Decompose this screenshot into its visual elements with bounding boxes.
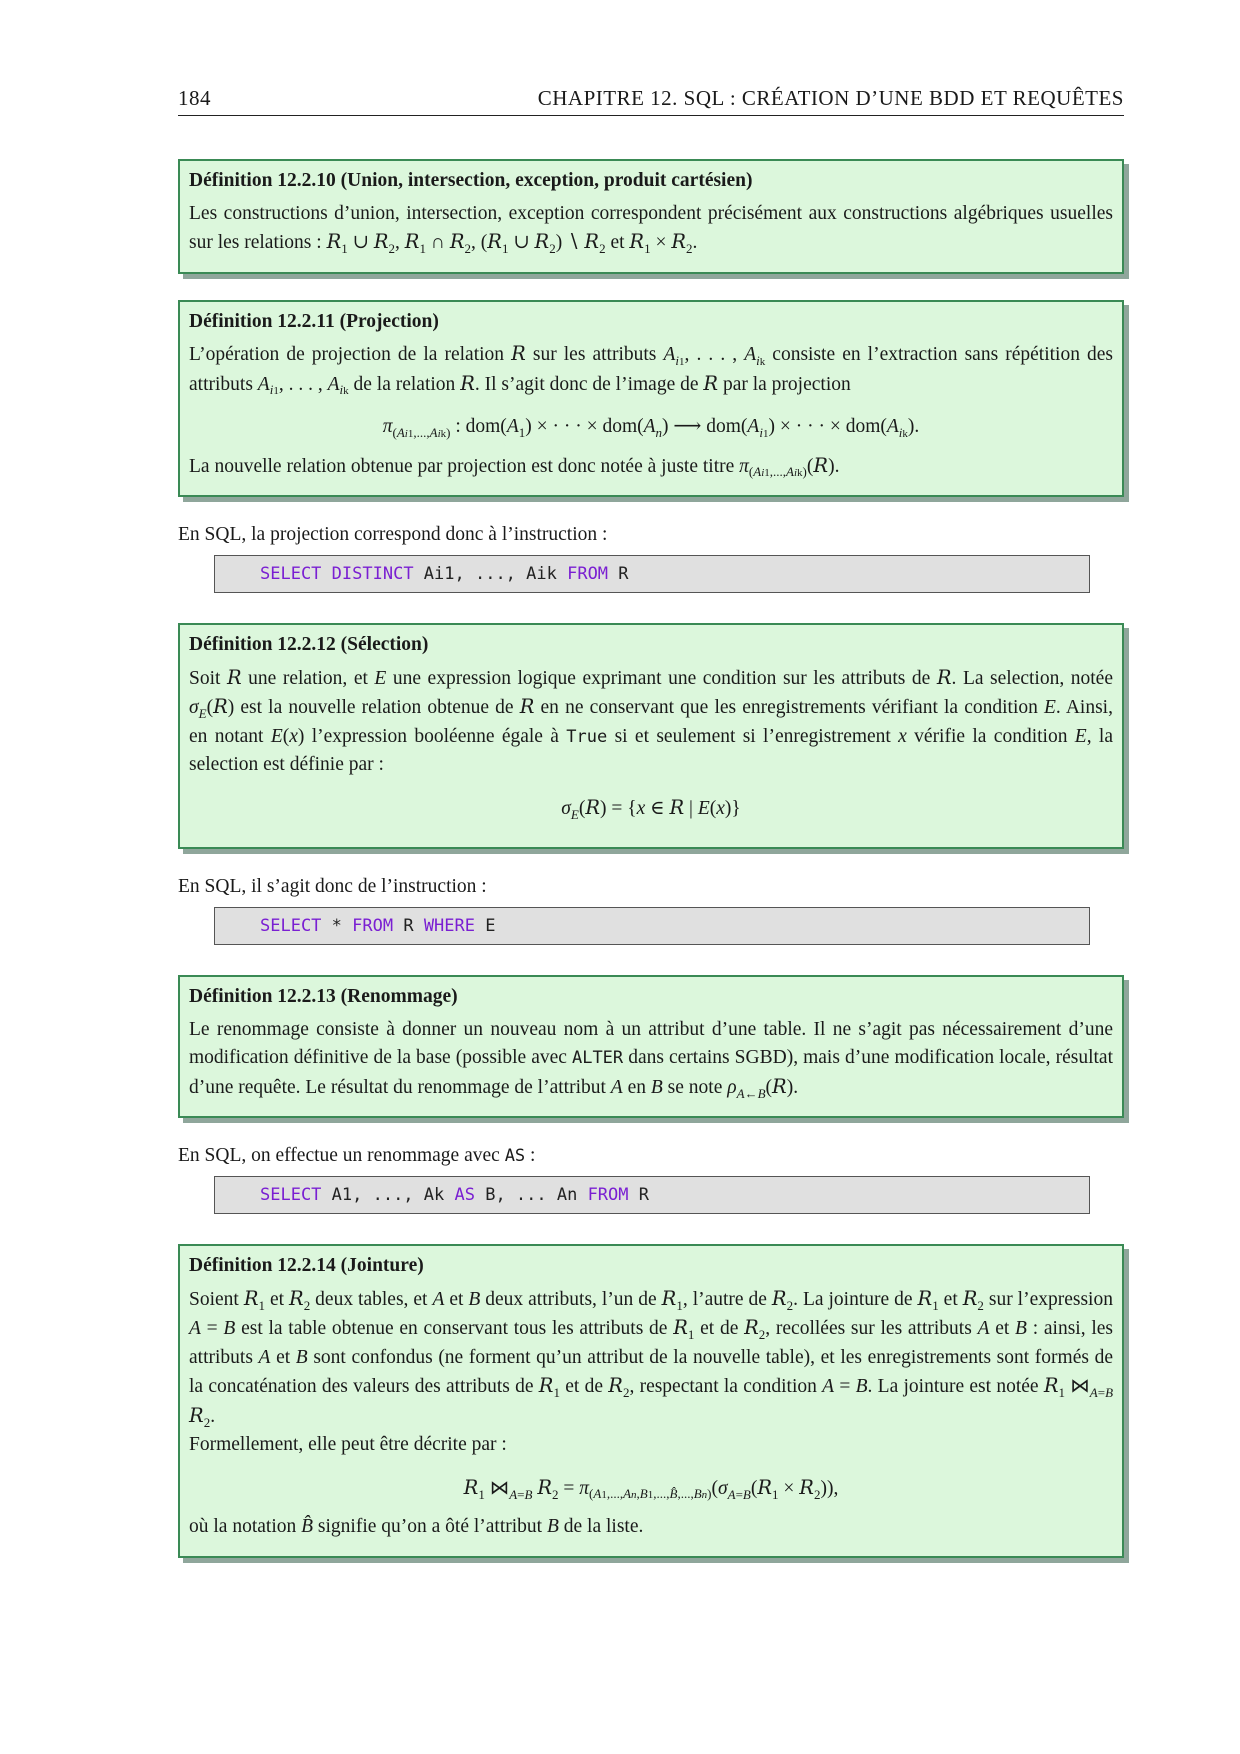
- definition-body: où la notation B̂ signifie qu’on a ôté l’attribut B de la liste.: [189, 1516, 644, 1537]
- paragraph: En SQL, la projection correspond donc à l’instruction :: [178, 524, 608, 545]
- paragraph: En SQL, il s’agit donc de l’instruction :: [178, 876, 487, 897]
- definition-box-join: [178, 1244, 1124, 1558]
- definition-body: Les constructions d’union, intersection, exception correspondent précisément aux constructions algébriques usuelles sur les relations : $R_1$ ∪ $R_2$, $R_1$ ∩ $R_2$, ($R_1$ ∪ $R_2$) ∖ $R_2$ et $R_1 \times R_2$.: [189, 202, 1113, 256]
- join-formula: $R_1$ $⋈_{A=B}$ $R_2 = \pi_{(A1,...,An,B1,...,B̂,...,Bn)}(\sigma_{A=B}(R_1 \times R_2))$,: [463, 1475, 839, 1502]
- definition-box-selection: [178, 623, 1124, 849]
- definition-body: La nouvelle relation obtenue par projection est donc notée à juste titre $\pi_{(Ai1,...,Aik)}(R)$.: [189, 453, 840, 480]
- chapter-title: CHAPITRE 12. SQL : CRÉATION D’UNE BDD ET REQUÊTES: [537, 86, 1124, 110]
- definition-body: Soient $R_1$ et $R_2$ deux tables, et A et B deux attributs, l’un de $R_1$, l’autre de $R_2$. La jointure de $R_1$ et $R_2$ sur l’expression A = B est la table obtenue en conservant tous les attributs de $R_1$ et de $R_2$, recollées sur les attributs A et B : ainsi, les attributs A et B sont confondus (ne forment qu’un attribut de la nouvelle table), et les enregistrements sont formés de la concaténation des valeurs des attributs de $R_1$ et de $R_2$, respectant la condition A = B. La jointure est notée $R_1$ $⋈_{A=B}$ $R_2$. Formellement, elle peut être décrite par :: [189, 1286, 1114, 1455]
- definition-title: Définition 12.2.11 (Projection): [189, 310, 439, 332]
- definition-body: Soit R une relation, et E une expression logique exprimant une condition sur les attributs de R. La selection, notée $\sigma_E(R)$ est la nouvelle relation obtenue de R en ne conservant que les enregistrements vérifiant la condition E. Ainsi, en notant E(x) l’expression booléenne égale à True si et seulement si l’enregistrement x vérifie la condition E, la selection est définie par :: [189, 665, 1113, 775]
- definition-title: Définition 12.2.14 (Jointure): [189, 1255, 424, 1276]
- paragraph: En SQL, on effectue un renommage avec AS :: [178, 1145, 536, 1166]
- projection-formula: $\pi_{(Ai1,...,Aik)}$ : $dom(A_1)$ × · · · × $dom(A_n)$ ⟶ $dom(A_{i1})$ × · · · × $dom(A_{ik})$.: [382, 416, 920, 440]
- definition-title: Définition 12.2.13 (Renommage): [189, 986, 458, 1007]
- definition-box-projection: [178, 300, 1124, 498]
- code-block: SELECT A1, ..., Ak AS B, ... An FROM R: [214, 1176, 1090, 1214]
- page: [178, 86, 1124, 1584]
- code-block: SELECT DISTINCT Ai1, ..., Aik FROM R: [214, 555, 1090, 593]
- definition-title: Définition 12.2.10 (Union, intersection, exception, produit cartésien): [189, 170, 753, 191]
- definition-body: L’opération de projection de la relation R sur les attributs $A_{i1}$, . . . , $A_{ik}$ consiste en l’extraction sans répétition des attributs $A_{i1}$, . . . , $A_{ik}$ de la relation R. Il s’agit donc de l’image de R par la projection: [189, 342, 1114, 398]
- code-block: SELECT * FROM R WHERE E: [214, 907, 1090, 945]
- selection-formula: $\sigma_E(R) = \{x$ ∈ R | E(x)}: [561, 795, 741, 822]
- definition-box-renaming: [178, 975, 1124, 1118]
- page-number: 184: [178, 86, 211, 110]
- definition-body: Le renommage consiste à donner un nouveau nom à un attribut d’une table. Il ne s’agit pas nécessairement d’une modification définitive de la base (possible avec ALTER dans certains SGBD), mais d’une modification locale, résultat d’une requête. Le résultat du renommage de l’attribut A en B se note $\rho_{A\leftarrow B}(R)$.: [189, 1018, 1114, 1101]
- page-header: [178, 86, 1124, 116]
- definition-box-union: [178, 159, 1124, 274]
- definition-title: Définition 12.2.12 (Sélection): [189, 634, 429, 655]
